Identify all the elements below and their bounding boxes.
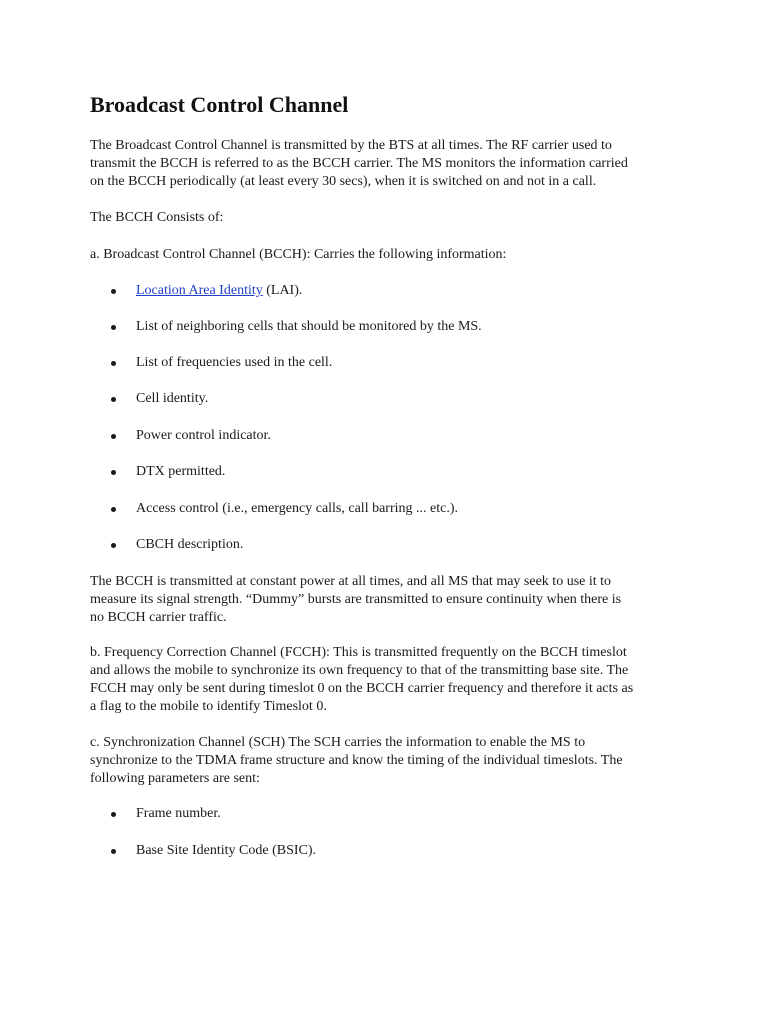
intro-line: transmit the BCCH is referred to as the BCCH carrier. The MS monitors the information carried xyxy=(90,156,628,171)
list-item: Cell identity. xyxy=(136,391,209,406)
paragraph-line: c. Synchronization Channel (SCH) The SCH carries the information to enable the MS to xyxy=(90,735,586,750)
list-item-suffix: (LAI). xyxy=(262,283,303,298)
paragraph-line: following parameters are sent: xyxy=(90,771,260,786)
section-c-paragraph xyxy=(90,734,690,788)
location-area-identity-link[interactable]: Location Area Identity xyxy=(136,283,263,298)
list-item xyxy=(136,282,302,300)
paragraph-line: and allows the mobile to synchronize its own frequency to that of the transmitting base site. The xyxy=(90,663,629,678)
consists-of-text: The BCCH Consists of: xyxy=(90,210,224,225)
list-item: CBCH description. xyxy=(136,537,244,552)
list-item: DTX permitted. xyxy=(136,464,226,479)
paragraph-line: FCCH may only be sent during timeslot 0 on the BCCH carrier frequency and therefore it acts as xyxy=(90,681,634,696)
intro-paragraph xyxy=(90,137,690,191)
list-item: Frame number. xyxy=(136,806,221,821)
section-a-heading: a. Broadcast Control Channel (BCCH): Carries the following information: xyxy=(90,247,507,262)
paragraph-line: b. Frequency Correction Channel (FCCH): This is transmitted frequently on the BCCH timeslot xyxy=(90,645,627,660)
bcch-power-paragraph xyxy=(90,573,690,627)
list-item: Power control indicator. xyxy=(136,428,271,443)
intro-line: The Broadcast Control Channel is transmitted by the BTS at all times. The RF carrier used to xyxy=(90,138,612,153)
list-item: Base Site Identity Code (BSIC). xyxy=(136,843,317,858)
paragraph-line: The BCCH is transmitted at constant power at all times, and all MS that may seek to use it to xyxy=(90,574,612,589)
list-item: List of neighboring cells that should be monitored by the MS. xyxy=(136,319,482,334)
paragraph-line: measure its signal strength. “Dummy” bursts are transmitted to ensure continuity when there is xyxy=(90,592,622,607)
paragraph-line: synchronize to the TDMA frame structure and know the timing of the individual timeslots. The xyxy=(90,753,623,768)
intro-line: on the BCCH periodically (at least every 30 secs), when it is switched on and not in a call. xyxy=(90,174,597,189)
list-item: Access control (i.e., emergency calls, call barring ... etc.). xyxy=(136,501,458,516)
section-b-paragraph xyxy=(90,644,690,716)
list-item: List of frequencies used in the cell. xyxy=(136,355,333,370)
page-title: Broadcast Control Channel xyxy=(90,92,349,117)
paragraph-line: no BCCH carrier traffic. xyxy=(90,610,227,625)
paragraph-line: a flag to the mobile to identify Timeslot 0. xyxy=(90,699,327,714)
